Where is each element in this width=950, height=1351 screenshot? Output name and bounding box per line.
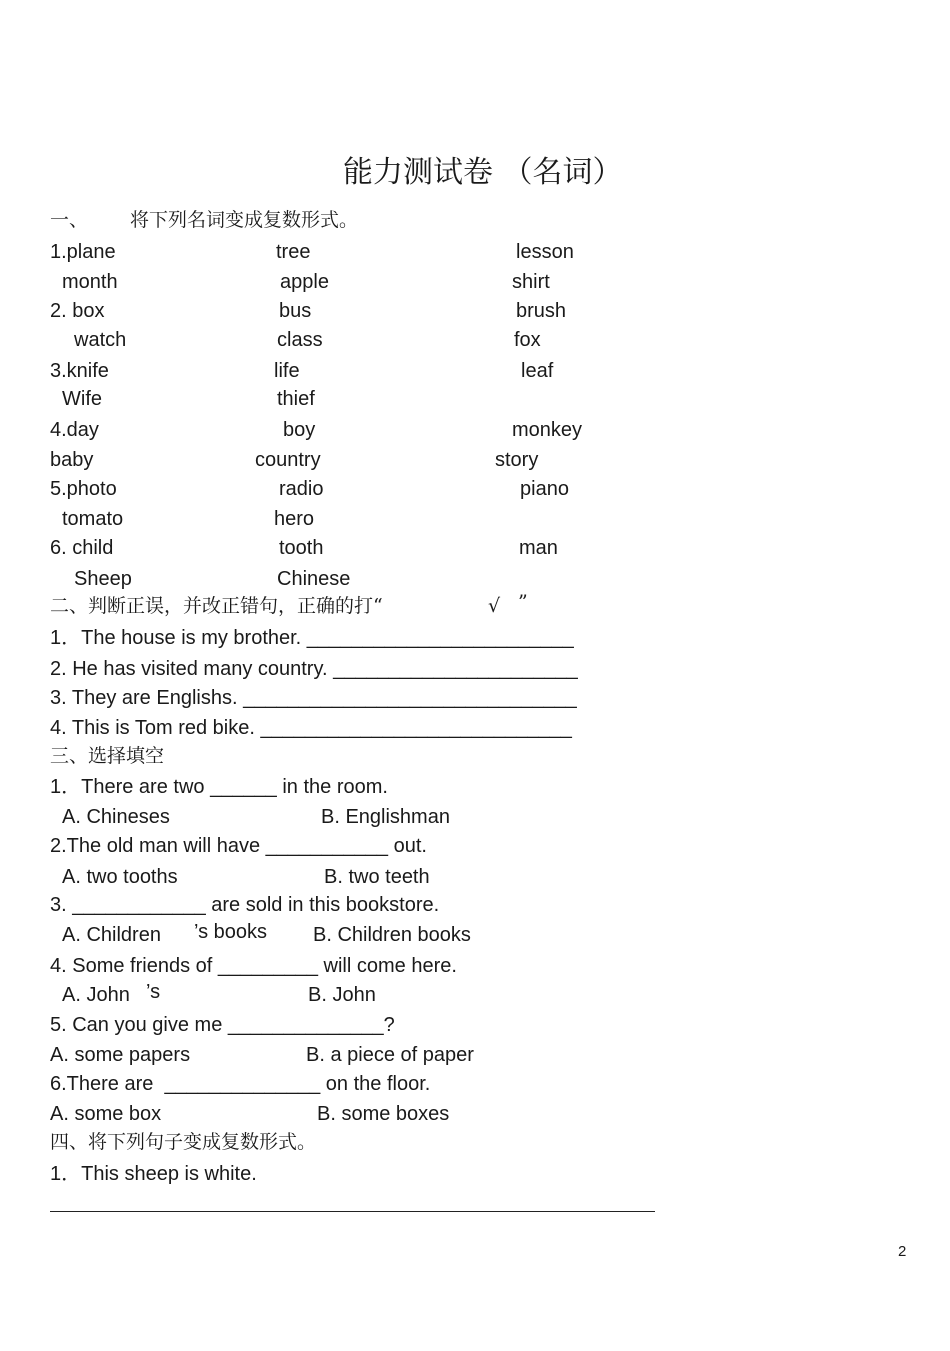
judge-item-1: 1．The house is my brother. ________________________ [50,627,574,649]
choice-question-3: 3. ____________ are sold in this bookstore. [50,894,440,916]
section1-heading-number: 一、 [50,209,89,231]
word-monkey: monkey [512,419,583,441]
section3-heading: 三、选择填空 [50,745,165,767]
word-life: life [274,360,300,382]
section4-heading: 四、将下列句子变成复数形式。 [50,1131,317,1153]
word-leaf: leaf [521,360,554,382]
word-radio: radio [279,478,324,500]
word-photo: 5.photo [50,478,117,500]
word-tomato: tomato [62,508,124,530]
choice-1-option-b: B. Englishman [321,806,450,828]
judge-item-3: 3. They are Englishs. ______________________________ [50,687,577,709]
word-baby: baby [50,449,94,471]
word-man: man [519,537,558,559]
word-day: 4.day [50,419,99,441]
word-boy: boy [283,419,316,441]
choice-3-option-a-suffix: ’s books [194,921,268,943]
choice-4-option-a-suffix: ’s [146,981,161,1003]
word-thief: thief [277,388,315,410]
word-watch: watch [74,329,127,351]
choice-2-option-b: B. two teeth [324,866,430,888]
choice-1-option-a: A. Chineses [62,806,170,828]
word-apple: apple [280,271,329,293]
choice-5-option-a: A. some papers [50,1044,191,1066]
word-month: month [62,271,118,293]
word-sheep: Sheep [74,568,132,590]
word-plane: 1.plane [50,241,116,263]
word-child: 6. child [50,537,114,559]
choice-3-option-a: A. Children [62,924,161,946]
judge-item-2: 2. He has visited many country. ______________________ [50,658,578,680]
page-title: 能力测试卷 （名词） [343,155,623,190]
word-lesson: lesson [516,241,574,263]
page-number: 2 [898,1243,907,1260]
check-mark: √ [488,595,501,617]
word-hero: hero [274,508,315,530]
word-class: class [277,329,323,351]
choice-5-option-b: B. a piece of paper [306,1044,474,1066]
choice-question-2: 2.The old man will have ___________ out. [50,835,427,857]
choice-4-option-b: B. John [308,984,376,1006]
choice-4-option-a: A. John [62,984,130,1006]
section2-heading: 二、判断正误，并改正错句，正确的打“ [50,595,383,617]
choice-6-option-a: A. some box [50,1103,162,1125]
word-tooth: tooth [279,537,324,559]
judge-item-4: 4. This is Tom red bike. ____________________________ [50,717,572,739]
choice-2-option-a: A. two tooths [62,866,178,888]
word-country: country [255,449,321,471]
answer-line [50,1211,655,1212]
word-tree: tree [276,241,311,263]
choice-question-1: 1．There are two ______ in the room. [50,776,388,798]
word-story: story [495,449,539,471]
word-bus: bus [279,300,312,322]
choice-question-4: 4. Some friends of _________ will come here. [50,955,457,977]
plural-sentence-1: 1．This sheep is white. [50,1163,257,1185]
word-box: 2. box [50,300,105,322]
choice-question-5: 5. Can you give me ______________? [50,1014,395,1036]
word-chinese: Chinese [277,568,351,590]
close-quote: ” [518,591,528,613]
word-knife: 3.knife [50,360,109,382]
choice-question-6: 6.There are ______________ on the floor. [50,1073,431,1095]
word-wife: Wife [62,388,102,410]
choice-6-option-b: B. some boxes [317,1103,450,1125]
word-piano: piano [520,478,569,500]
word-brush: brush [516,300,567,322]
word-shirt: shirt [512,271,550,293]
choice-3-option-b: B. Children books [313,924,471,946]
section1-heading: 将下列名词变成复数形式。 [130,209,359,231]
word-fox: fox [514,329,541,351]
